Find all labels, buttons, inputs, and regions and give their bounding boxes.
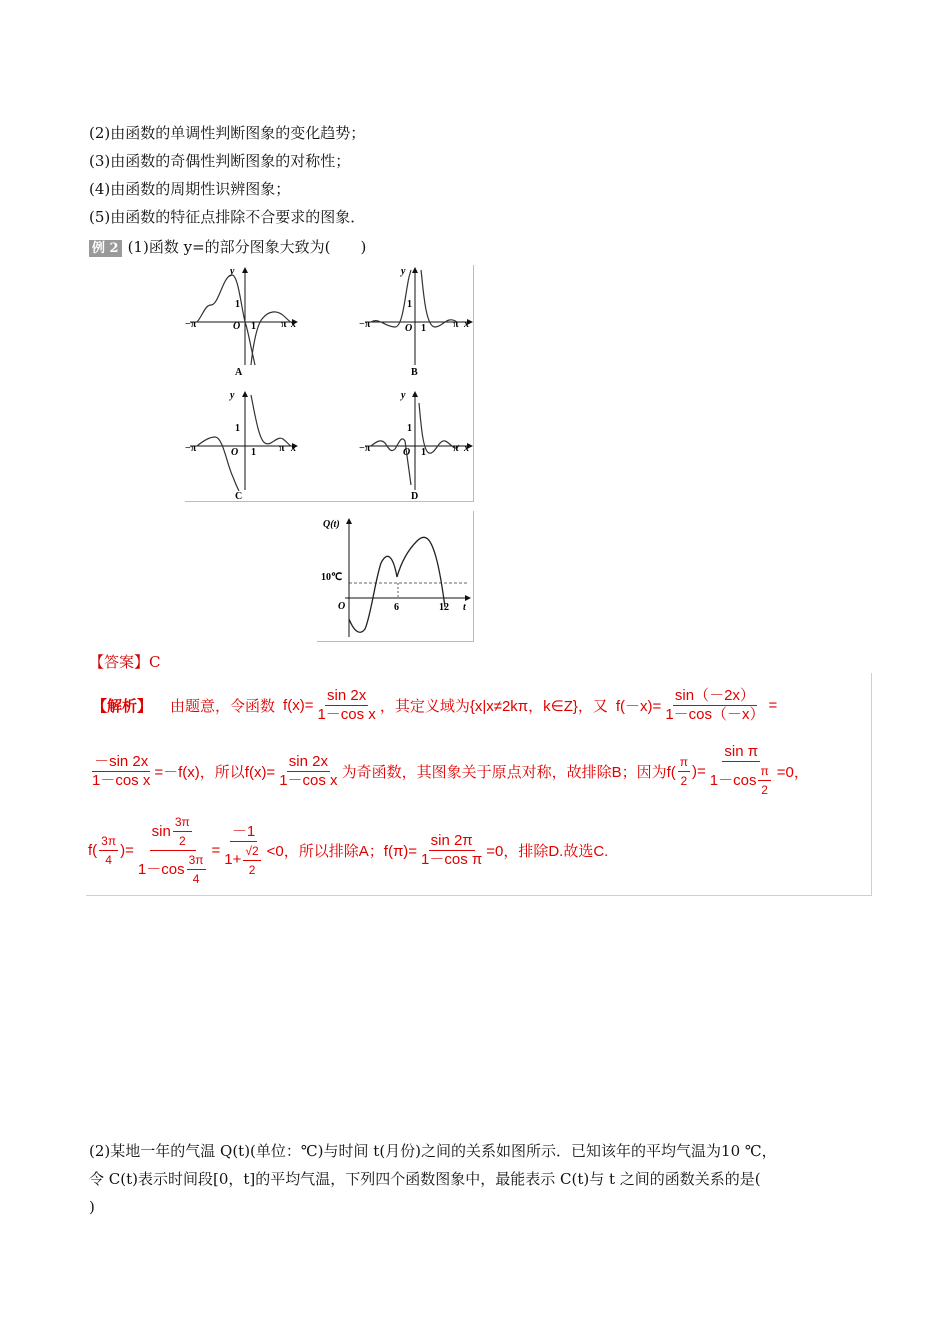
answer-text: 【答案】C	[89, 653, 161, 671]
question-2-line-1: (2)某地一年的气温 Q(t)(单位：℃)与时间 t(月份)之间的关系如图所示．已知该年的平均气温为10 ℃，	[89, 1142, 777, 1160]
c-origin: O	[231, 447, 239, 458]
analysis-row-3	[88, 813, 608, 888]
question-1-text: (1)函数 y=的部分图象大致为( )	[127, 238, 367, 256]
a-tick-one: 1	[235, 299, 240, 310]
fraction-1: $\frac{\sin 2x}{\text{1－cos x}}$	[317, 687, 376, 723]
analysis-t4: 为奇函数，其图象关于原点对称，故排除B；因为f(	[341, 763, 676, 781]
fraction-3: $\frac{-\sin 2x}{\text{1－cos x}}$	[92, 752, 151, 789]
analysis-t2: ，其定义域为{x|x≠2kπ，k∈Z}，又	[379, 698, 608, 715]
example-badge: 例 2	[89, 240, 122, 257]
analysis-t8: <0，所以排除A；f(π)=	[266, 843, 418, 860]
analysis-f-negx: f(－x)=	[615, 698, 662, 715]
b-one: 1	[421, 323, 426, 334]
label-b: B	[411, 367, 418, 378]
fraction-4: $\frac{\sin 2x}{\text{1－cos x}}$	[279, 752, 338, 789]
analysis-t1: 由题意，令函数	[170, 698, 276, 715]
analysis-tag: 【解析】	[92, 698, 153, 715]
analysis-t5: )=	[692, 762, 706, 780]
d-x: x	[464, 443, 469, 454]
b-y: y	[401, 266, 406, 277]
analysis-t9: =0，排除D.故选C.	[486, 843, 609, 860]
question-2-line-2: 令 C(t)表示时间段[0，t]的平均气温，下列四个函数图象中，最能表示 C(t)与 t 之间的函数关系的是(	[89, 1170, 761, 1188]
label-d: D	[411, 491, 419, 501]
temperature-graph	[317, 511, 473, 641]
temp-ref-label: 10℃	[321, 572, 343, 583]
temp-origin: O	[338, 601, 346, 612]
temperature-figure	[317, 511, 474, 642]
label-a: A	[235, 367, 243, 378]
b-x: x	[464, 319, 469, 330]
analysis-box	[86, 673, 872, 896]
analysis-eq: =	[768, 697, 778, 714]
fraction-5: sin π 1－cos $\frac{\pi}{2}$	[709, 743, 769, 797]
d-one: 1	[421, 447, 426, 458]
b-pi: π	[453, 319, 459, 330]
d-pi: π	[453, 443, 459, 454]
option-c-graph	[185, 390, 297, 501]
fraction-8: $\frac{\sin 2\pi}{\text{1－cos π}}$	[421, 832, 483, 868]
fraction-6: sin $\frac{3\pi}{2}$ 1－cos $\frac{3\pi}{4}$	[137, 815, 204, 886]
d-origin: O	[403, 447, 411, 458]
method-line-2: (2)由函数的单调性判断图象的变化趋势；	[89, 124, 366, 142]
label-c: C	[235, 491, 243, 501]
c-x: x	[291, 443, 296, 454]
analysis-row-2	[88, 743, 809, 799]
a-pi: π	[281, 319, 287, 330]
c-neg-pi: −π	[185, 443, 197, 454]
analysis-t7: )=	[120, 842, 134, 859]
method-line-3: (3)由函数的奇偶性判断图象的对称性；	[89, 152, 351, 170]
b-tick-one: 1	[407, 299, 412, 310]
fraction-3pi-4: $\frac{3\pi}{4}$	[101, 834, 117, 867]
question-2-line-3: )	[89, 1198, 95, 1216]
temperature-curve	[349, 537, 445, 632]
d-y: y	[401, 390, 406, 401]
method-line-4: (4)由函数的周期性识辨图象；	[89, 180, 291, 198]
c-pi: π	[279, 443, 285, 454]
analysis-fx: f(x)=	[283, 697, 314, 714]
temp-xlabel: t	[463, 602, 466, 613]
analysis-eq-2: =	[211, 842, 221, 859]
a-x: x	[291, 319, 296, 330]
c-one: 1	[251, 447, 256, 458]
a-one: 1	[251, 321, 256, 332]
c-y: y	[230, 390, 235, 401]
option-a-graph	[185, 266, 297, 378]
temp-ylabel: Q(t)	[323, 519, 340, 530]
a-y: y	[230, 266, 235, 277]
analysis-t3: =－f(x)，所以f(x)=	[154, 763, 276, 781]
example-question	[89, 236, 366, 258]
a-origin: O	[233, 321, 241, 332]
options-graph	[185, 265, 473, 501]
a-neg-pi: −π	[185, 319, 197, 330]
b-origin: O	[405, 323, 413, 334]
option-b-graph	[359, 266, 472, 378]
fraction-7: －1 1+ $\frac{√2}{2}$	[224, 822, 259, 877]
analysis-t6: =0，	[776, 763, 809, 781]
d-neg-pi: −π	[359, 443, 371, 454]
c-tick-one: 1	[235, 423, 240, 434]
options-figure	[185, 265, 474, 502]
b-neg-pi: −π	[359, 319, 371, 330]
fraction-2: $\frac{\sin(-2x)}{1-\cos(-x)}$	[665, 687, 765, 723]
analysis-row-1	[92, 687, 777, 724]
fraction-pi-2: $\frac{\pi}{2}$	[679, 754, 689, 788]
temp-tick-6: 6	[394, 602, 399, 613]
d-tick-one: 1	[407, 423, 412, 434]
temp-tick-12: 12	[439, 602, 449, 613]
option-d-graph	[359, 390, 472, 501]
analysis-f-open: f(	[88, 842, 98, 859]
method-line-5: (5)由函数的特征点排除不合要求的图象．	[89, 208, 366, 226]
